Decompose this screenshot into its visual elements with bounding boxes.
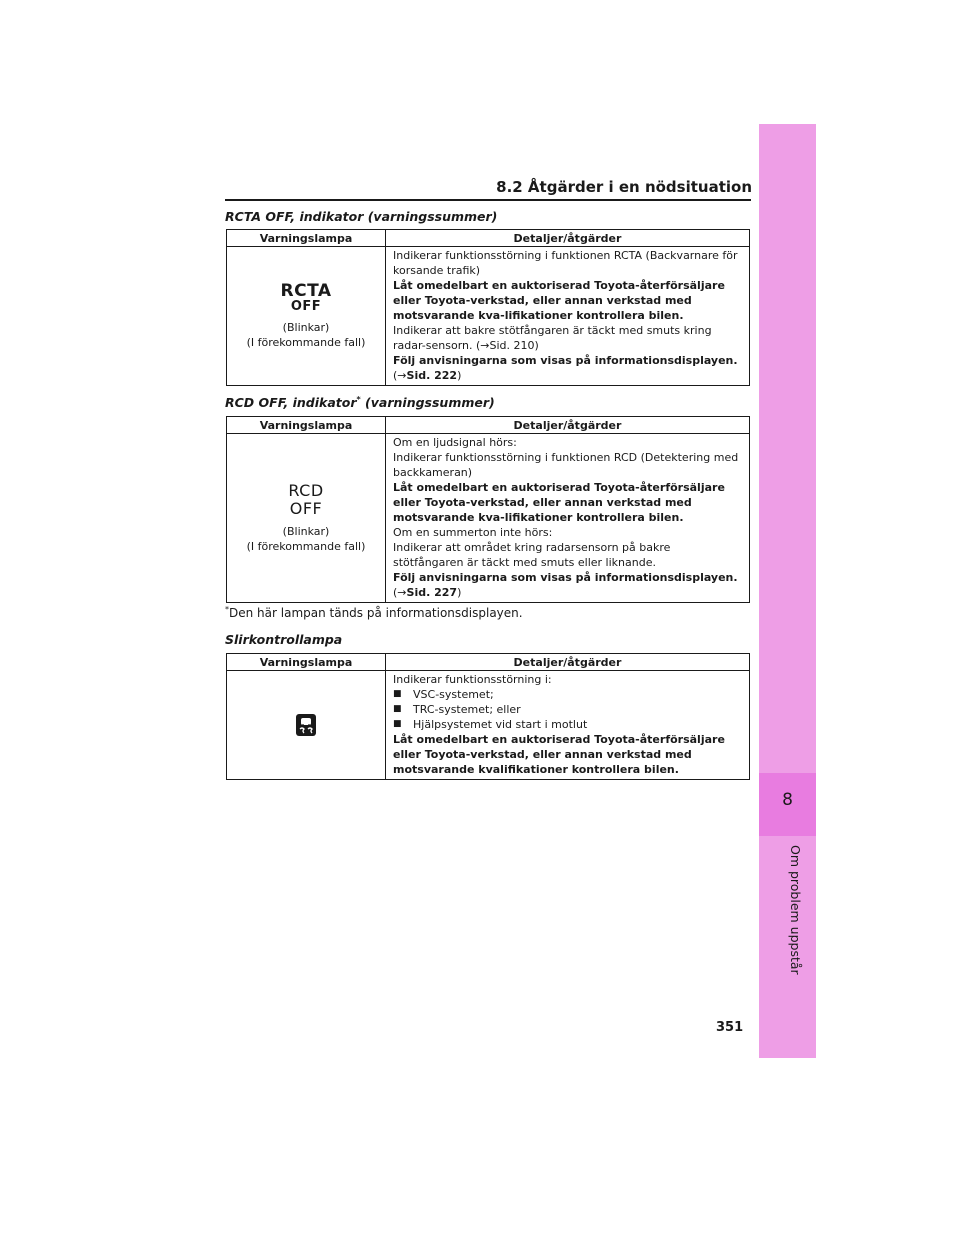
rcta-caption-text: RCTA OFF, indikator (varningssummer) <box>225 209 498 224</box>
col-lamp-header: Varningslampa <box>227 417 386 434</box>
rcd-caption-footnote-mark: * <box>356 395 361 404</box>
table-row <box>227 247 750 386</box>
rcd-detail-6: Följ anvisningarna som visas på informationsdisplayen. <box>393 571 738 584</box>
rcta-note-applicable: (I förekommande fall) <box>246 336 366 349</box>
rcd-icon-line1: RCD <box>288 481 324 500</box>
footnote <box>225 605 523 620</box>
rcd-details-cell <box>386 434 750 603</box>
rcd-note-applicable: (I förekommande fall) <box>246 540 366 553</box>
table-header-row <box>227 654 750 671</box>
rcta-table <box>226 229 750 386</box>
rcd-lamp-cell <box>227 434 386 603</box>
chapter-label <box>773 840 803 980</box>
chapter-label-text: Om problem uppstår <box>788 845 803 975</box>
col-lamp-header: Varningslampa <box>227 654 386 671</box>
bullet-text: VSC-systemet; <box>413 688 494 701</box>
header-rule <box>225 199 751 201</box>
rcd-caption <box>225 395 495 410</box>
rcd-detail-5: Indikerar att området kring radarsensorn på bakre stötfångaren är täckt med smuts eller liknande. <box>393 541 671 569</box>
skid-control-icon-glyph <box>296 714 316 736</box>
rcd-caption-tail: (varningssummer) <box>360 395 495 411</box>
rcta-ref-open: (→ <box>393 369 407 382</box>
bullet-mark: ■ <box>393 704 402 714</box>
rcta-details-cell <box>386 247 750 386</box>
rcta-lamp-cell <box>227 247 386 386</box>
footnote-text: Den här lampan tänds på informationsdisplayen. <box>229 606 523 620</box>
rcd-ref-open: (→ <box>393 586 407 599</box>
skid-lamp-cell <box>227 671 386 780</box>
col-details-header: Detaljer/åtgärder <box>386 654 750 671</box>
list-item <box>393 687 743 702</box>
rcd-caption-text: RCD OFF, indikator <box>225 395 357 411</box>
col-lamp-header: Varningslampa <box>227 230 386 247</box>
table-header-row <box>227 230 750 247</box>
footnote-mark: * <box>225 605 229 614</box>
bullet-text: TRC-systemet; eller <box>413 703 521 716</box>
rcta-note-blinkar: (Blinkar) <box>282 321 330 334</box>
rcd-ref-link[interactable]: Sid. 227 <box>406 586 458 599</box>
rcta-off-icon <box>227 282 385 314</box>
rcd-icon-line2: OFF <box>289 499 323 518</box>
skid-details-cell <box>386 671 750 780</box>
rcta-detail-3: Indikerar att bakre stötfångaren är täckt med smuts kring radar-sensorn. (→Sid. 210) <box>393 324 712 352</box>
rcta-ref-close: ) <box>457 369 462 382</box>
rcd-table <box>226 416 750 603</box>
rcd-ref-close: ) <box>457 586 462 599</box>
skid-control-icon <box>296 714 316 736</box>
skid-table <box>226 653 750 780</box>
section-title: 8.2 Åtgärder i en nödsituation <box>496 178 752 196</box>
page-number: 351 <box>716 1020 744 1035</box>
rcta-icon-line1: RCTA <box>280 281 332 301</box>
skid-action: Låt omedelbart en auktoriserad Toyota-återförsäljare eller Toyota-verkstad, eller annan verkstad med motsvarande kvalifikationer kontrollera bilen. <box>393 733 725 776</box>
rcd-off-icon <box>227 482 385 518</box>
bullet-mark: ■ <box>393 689 402 699</box>
table-header-row <box>227 417 750 434</box>
skid-caption-text: Slirkontrollampa <box>225 632 343 647</box>
rcta-icon-line2: OFF <box>290 299 322 314</box>
list-item <box>393 717 743 732</box>
bullet-text: Hjälpsystemet vid start i motlut <box>413 718 588 731</box>
rcta-lamp-note <box>227 320 385 350</box>
rcta-detail-4: Följ anvisningarna som visas på informationsdisplayen. <box>393 354 738 367</box>
col-details-header: Detaljer/åtgärder <box>386 417 750 434</box>
list-item <box>393 702 743 717</box>
rcta-caption <box>225 209 497 224</box>
rcd-detail-1: Om en ljudsignal hörs: <box>393 436 517 449</box>
rcd-page-ref[interactable] <box>393 585 743 600</box>
skid-intro: Indikerar funktionsstörning i: <box>393 673 552 686</box>
rcd-note-blinkar: (Blinkar) <box>282 525 330 538</box>
rcd-detail-3: Låt omedelbart en auktoriserad Toyota-återförsäljare eller Toyota-verkstad, eller annan verkstad med motsvarande kva-lifikationer kontrollera bilen. <box>393 481 725 524</box>
chapter-number: 8 <box>782 790 793 810</box>
rcd-lamp-note <box>227 524 385 554</box>
rcta-detail-1: Indikerar funktionsstörning i funktionen RCTA (Backvarnare för korsande trafik) <box>393 249 738 277</box>
rcd-detail-2: Indikerar funktionsstörning i funktionen RCD (Detektering med backkameran) <box>393 451 739 479</box>
rcta-detail-2: Låt omedelbart en auktoriserad Toyota-återförsäljare eller Toyota-verkstad, eller annan verkstad med motsvarande kva-lifikationer kontrollera bilen. <box>393 279 725 322</box>
skid-caption <box>225 632 342 647</box>
table-row <box>227 671 750 780</box>
bullet-mark: ■ <box>393 719 402 729</box>
rcta-page-ref[interactable] <box>393 368 743 383</box>
rcta-ref-link[interactable]: Sid. 222 <box>406 369 458 382</box>
rcd-detail-4: Om en summerton inte hörs: <box>393 526 553 539</box>
col-details-header: Detaljer/åtgärder <box>386 230 750 247</box>
table-row <box>227 434 750 603</box>
